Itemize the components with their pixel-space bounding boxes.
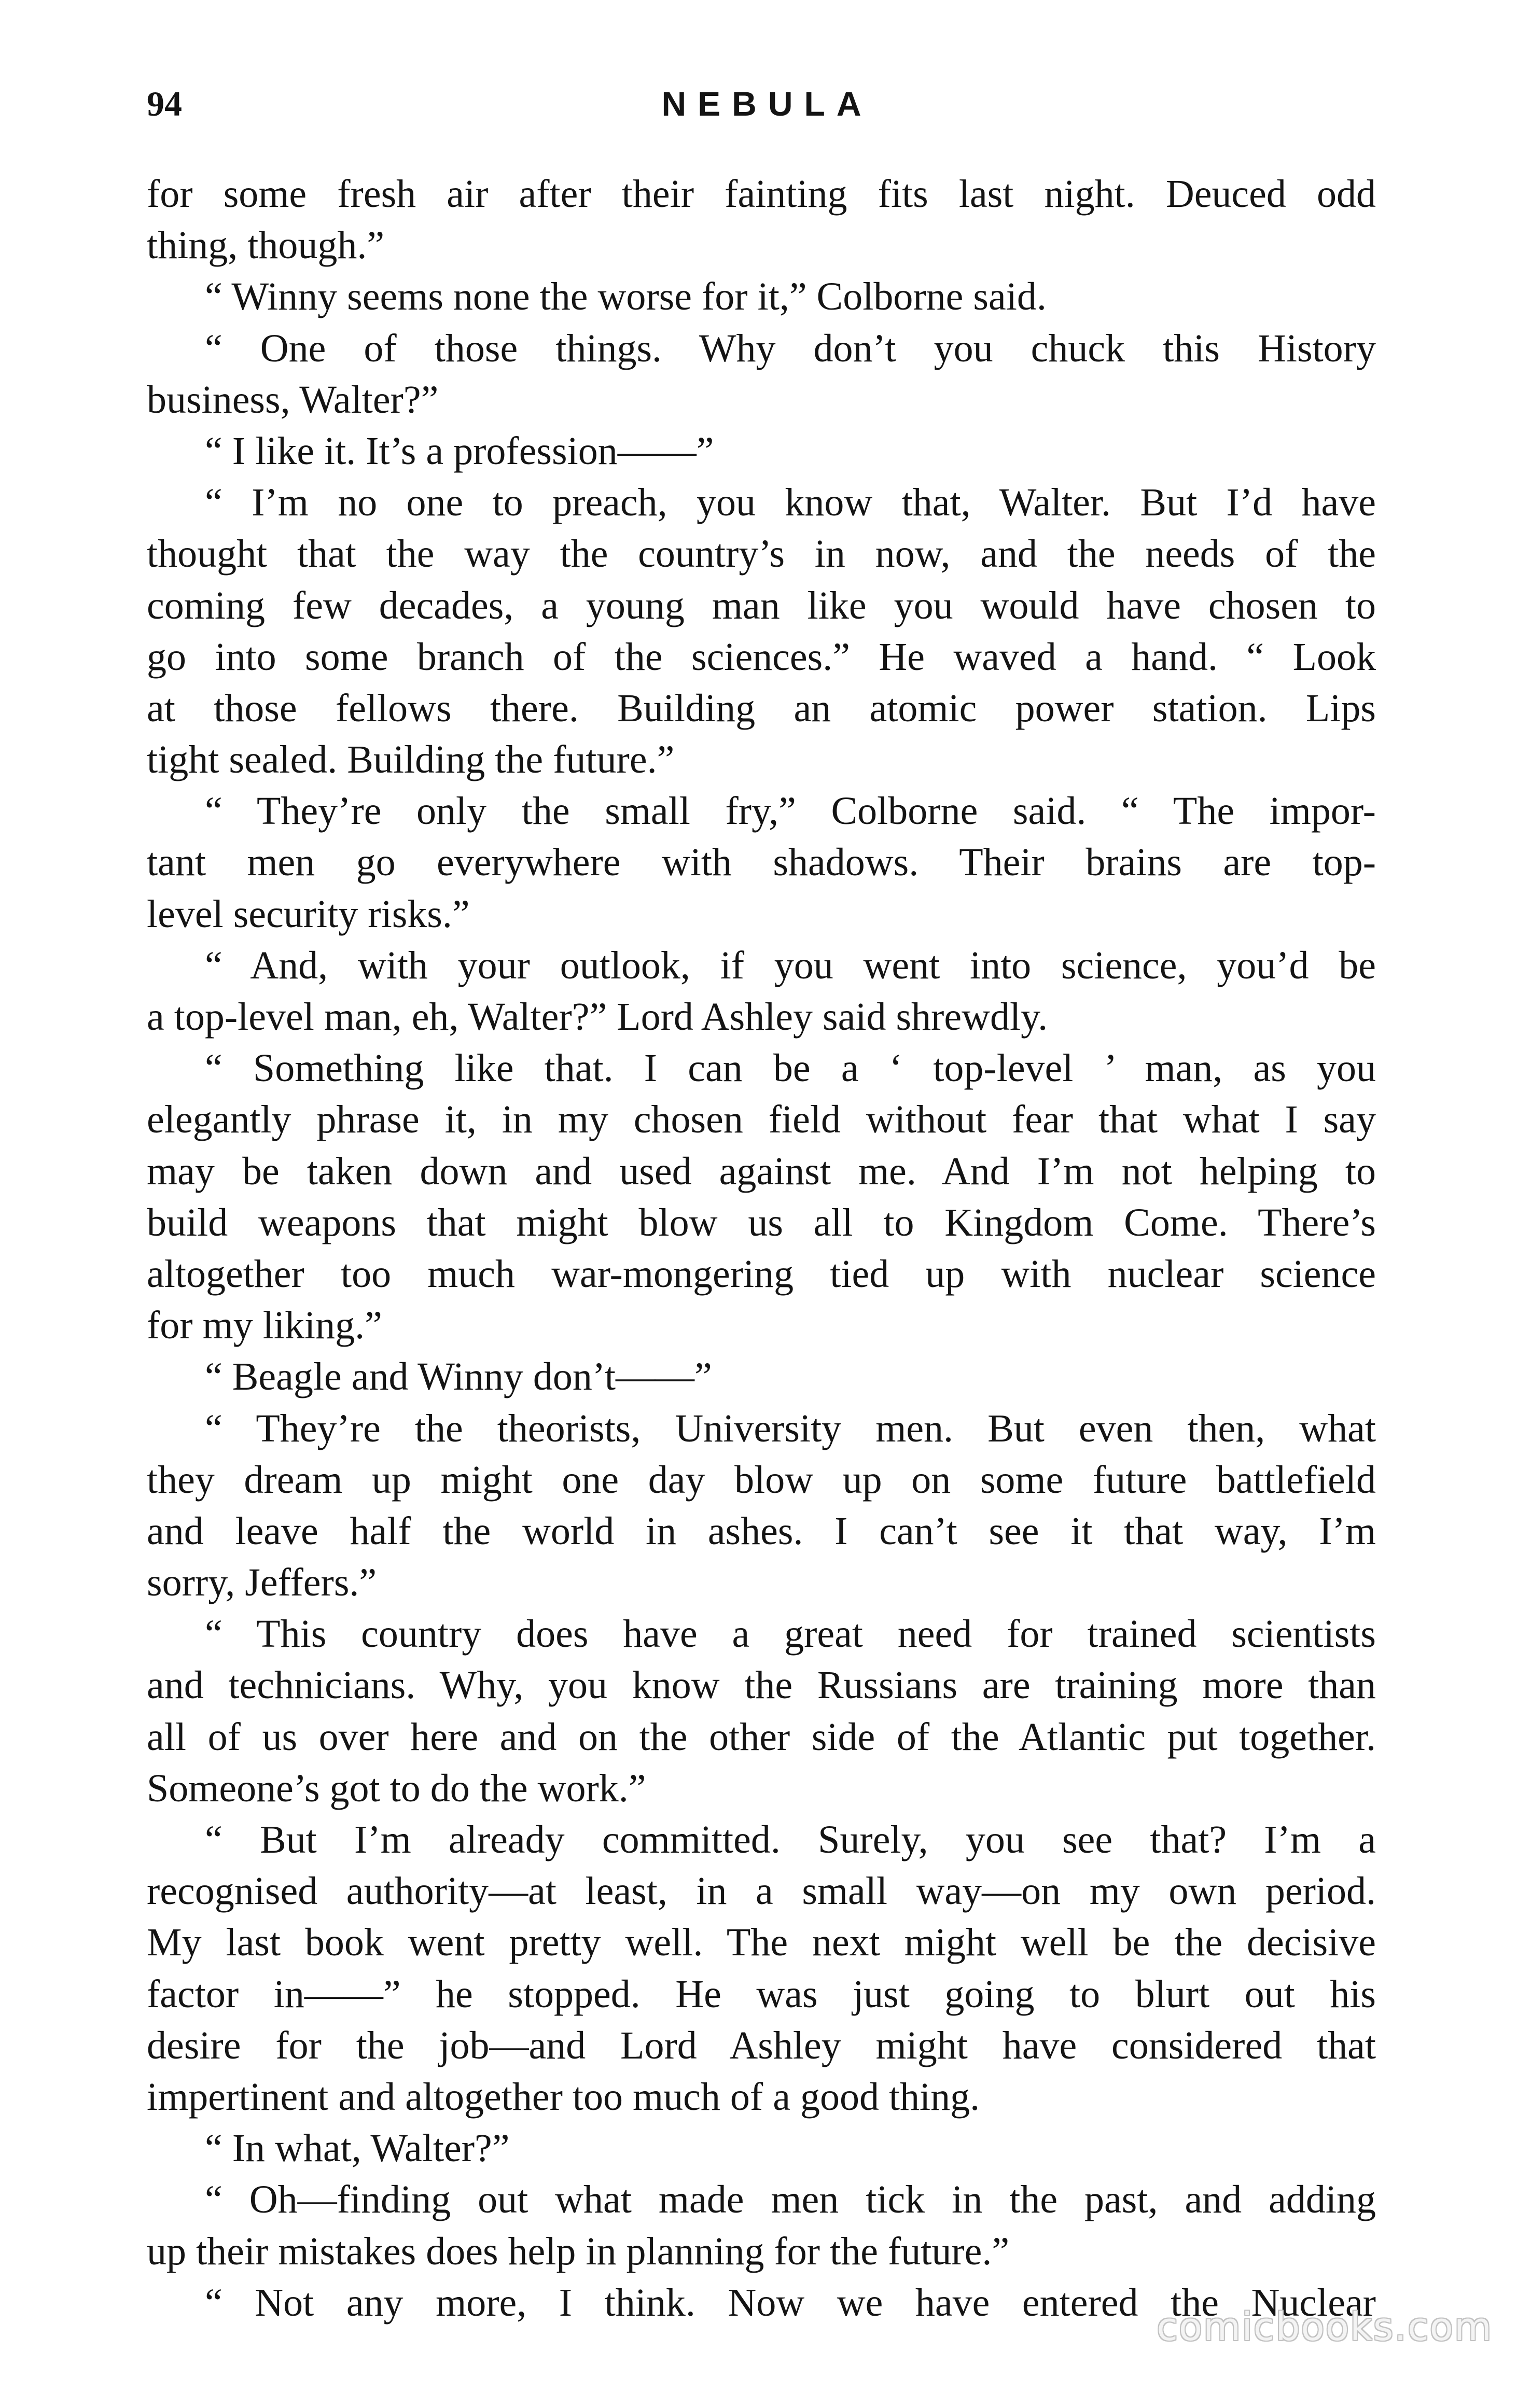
text-line: “ One of those things. Why don’t you chuck this History bbox=[205, 326, 1376, 370]
text-line: sorry, Jeffers.” bbox=[147, 1561, 377, 1605]
text-line: “ Something like that. I can be a ‘ top-level ’ man, as you bbox=[205, 1046, 1376, 1090]
text-line: may be taken down and used against me. And I’m not helping to bbox=[147, 1149, 1376, 1193]
text-line: impertinent and altogether too much of a good thing. bbox=[147, 2075, 980, 2119]
body-text bbox=[147, 169, 1376, 2329]
text-line: “ Beagle and Winny don’t——” bbox=[205, 1355, 712, 1399]
text-line: tant men go everywhere with shadows. Their brains are top- bbox=[147, 841, 1376, 885]
text-line: “ This country does have a great need for trained scientists bbox=[205, 1612, 1376, 1656]
text-line: go into some branch of the sciences.” He waved a hand. “ Look bbox=[147, 635, 1376, 679]
text-line: “ They’re only the small fry,” Colborne said. “ The impor- bbox=[205, 789, 1376, 833]
text-line: thought that the way the country’s in now, and the needs of the bbox=[147, 532, 1376, 576]
text-line: level security risks.” bbox=[147, 892, 470, 936]
text-line: up their mistakes does help in planning for the future.” bbox=[147, 2229, 1010, 2273]
text-line: factor in——” he stopped. He was just going to blurt out his bbox=[147, 1972, 1376, 2016]
text-line: all of us over here and on the other side of the Atlantic put together. bbox=[147, 1715, 1376, 1759]
text-line: at those fellows there. Building an atomic power station. Lips bbox=[147, 686, 1376, 730]
text-line: “ In what, Walter?” bbox=[205, 2126, 510, 2171]
text-line: for my liking.” bbox=[147, 1304, 382, 1348]
text-line: coming few decades, a young man like you would have chosen to bbox=[147, 583, 1376, 627]
text-line: “ Not any more, I think. Now we have entered the Nuclear bbox=[205, 2280, 1376, 2325]
text-line: My last book went pretty well. The next might well be the decisive bbox=[147, 1921, 1376, 1965]
text-line: “ I’m no one to preach, you know that, Walter. But I’d have bbox=[205, 481, 1376, 525]
text-line: “ Oh—finding out what made men tick in the past, and adding bbox=[205, 2178, 1376, 2222]
text-line: tight sealed. Building the future.” bbox=[147, 738, 675, 782]
text-line: for some fresh air after their fainting fits last night. Deuced odd bbox=[147, 172, 1376, 216]
text-line: “ And, with your outlook, if you went into science, you’d be bbox=[205, 943, 1376, 987]
text-line: business, Walter?” bbox=[147, 377, 439, 422]
page-header bbox=[147, 78, 1376, 140]
text-line: “ They’re the theorists, University men. But even then, what bbox=[205, 1406, 1376, 1450]
text-line: Someone’s got to do the work.” bbox=[147, 1766, 646, 1810]
text-line: “ I like it. It’s a profession——” bbox=[205, 429, 714, 473]
text-line: elegantly phrase it, in my chosen field without fear that what I say bbox=[147, 1098, 1376, 1142]
text-line: altogether too much war-mongering tied up with nuclear science bbox=[147, 1252, 1376, 1296]
text-line: they dream up might one day blow up on some future battlefield bbox=[147, 1458, 1376, 1502]
running-head: NEBULA bbox=[661, 85, 873, 123]
text-line: and leave half the world in ashes. I can’t see it that way, I’m bbox=[147, 1509, 1376, 1553]
text-line: “ Winny seems none the worse for it,” Colborne said. bbox=[205, 275, 1047, 319]
text-line: recognised authority—at least, in a small way—on my own period. bbox=[147, 1869, 1376, 1913]
text-line: desire for the job—and Lord Ashley might have considered that bbox=[147, 2023, 1376, 2067]
page-number: 94 bbox=[147, 84, 182, 123]
source-watermark: comicbooks.com bbox=[1157, 2305, 1493, 2349]
text-line: “ But I’m already committed. Surely, you see that? I’m a bbox=[205, 1818, 1376, 1861]
text-line: a top-level man, eh, Walter?” Lord Ashley said shrewdly. bbox=[147, 995, 1048, 1039]
text-line: thing, though.” bbox=[147, 223, 385, 268]
text-line: build weapons that might blow us all to Kingdom Come. There’s bbox=[147, 1200, 1376, 1244]
text-line: and technicians. Why, you know the Russians are training more than bbox=[147, 1663, 1376, 1707]
